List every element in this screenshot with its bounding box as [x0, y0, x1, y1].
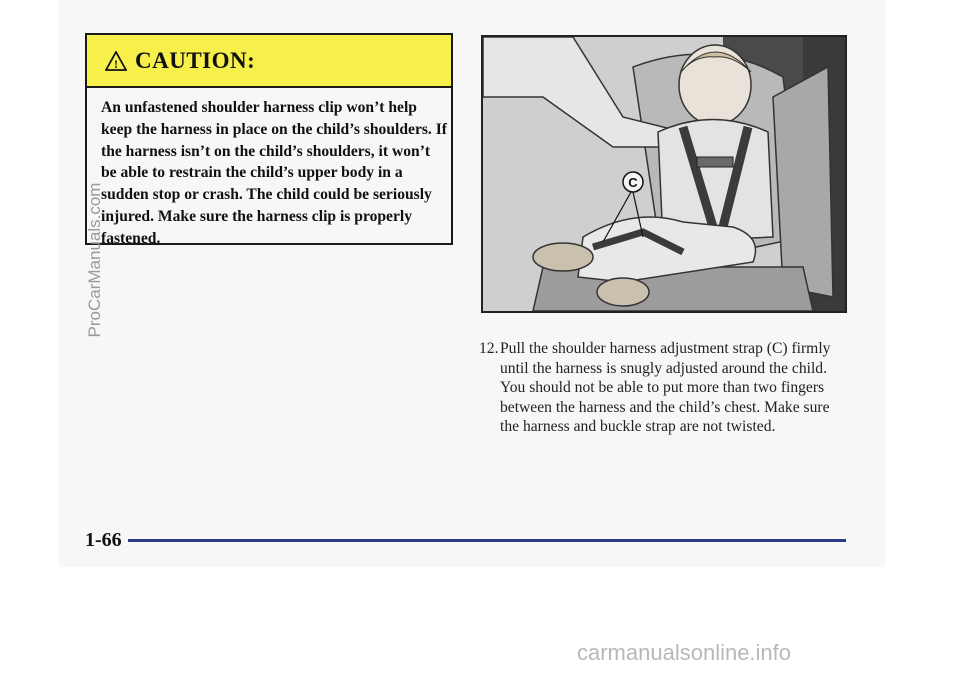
instruction-step	[479, 339, 849, 437]
svg-text:!: !	[114, 56, 118, 71]
step-number: 12.	[479, 340, 499, 357]
side-watermark	[86, 140, 104, 380]
warning-triangle-icon	[105, 51, 127, 71]
caution-title: CAUTION:	[135, 47, 256, 73]
caution-box	[85, 33, 453, 245]
footer-rule	[128, 539, 846, 542]
callout-label: C	[628, 175, 638, 190]
site-watermark: carmanualsonline.info	[577, 640, 792, 665]
caution-header	[87, 35, 451, 88]
child-seat-illustration	[481, 35, 847, 313]
caution-text: An unfastened shoulder harness clip won’t help keep the harness in place on the child’s shoulders. If the harness isn’t on the child’s shoulders, it won’t be able to restrain the child’s upper body in a sudden stop or crash. The child could be seriously injured. Make sure the harness clip is properly fastened.	[101, 99, 447, 247]
page-number: 1-66	[85, 529, 122, 551]
illustration-drawing	[483, 37, 845, 311]
side-watermark-text: ProCarManuals.com	[85, 182, 104, 338]
step-text: Pull the shoulder harness adjustment strap (C) firmly until the harness is snugly adjusted around the child. You should not be able to put more than two fingers between the harness and the child’s chest. Make sure the harness and buckle strap are not twisted.	[500, 340, 831, 436]
